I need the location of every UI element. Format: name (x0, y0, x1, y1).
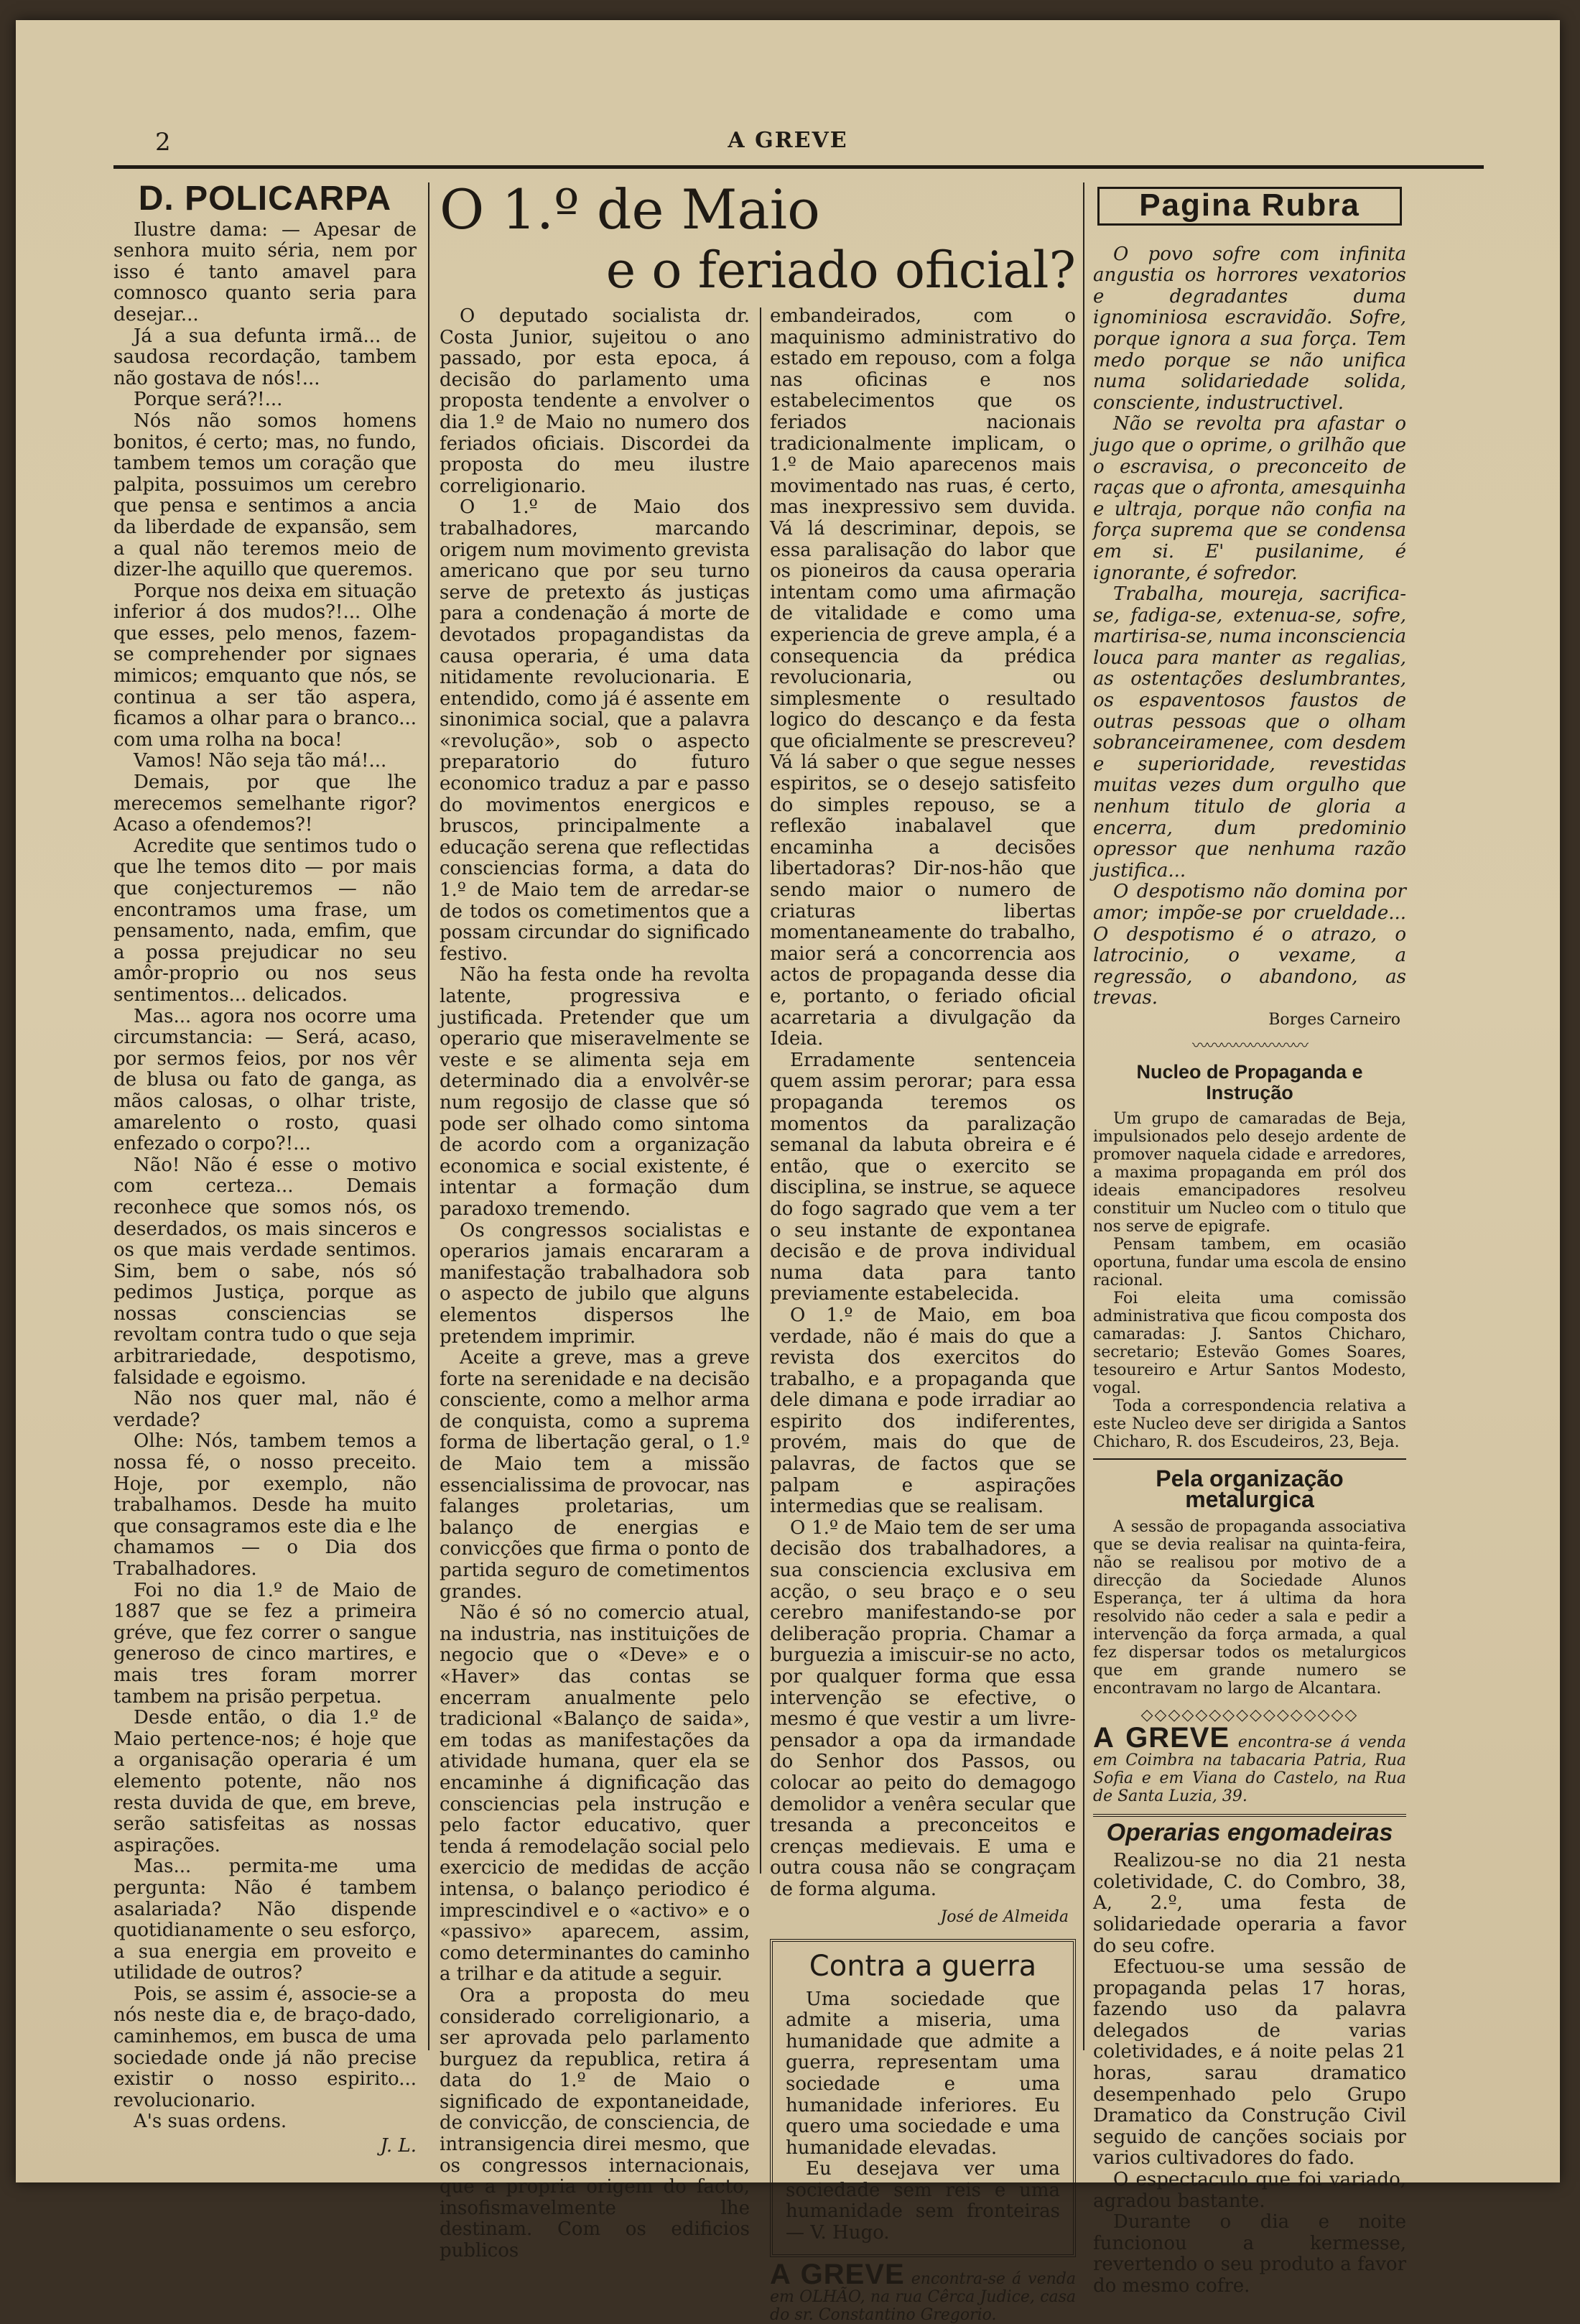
paragraph: Não! Não é esse o motivo com certeza... Demais reconhece que somos nós, os deserdados, os mais sinceros e os que mais verdade sentimos. Sim, bem o sabe, nós só pedimos Justiça, porque as nossas consciencias se revoltam contra tudo o que seja arbitrariedade, despotismo, falsidade e egoismo. (113, 1154, 417, 1389)
ad-coimbra (1093, 1721, 1406, 1805)
paragraph: Olhe: Nós, tambem temos a nossa fé, o nosso preceito. Hoje, por exemplo, não trabalhamos. Desde ha muito que consagramos este dia e lhe chamamos — o Dia dos Trabalhadores. (113, 1430, 417, 1580)
operarias-text (1093, 1851, 1406, 2297)
paragraph: Porque será?!... (134, 389, 283, 411)
paragraph: Os congressos socialistas e operarios jamais encararam a manifestação trabalhadora sob o aspecto de jubilo que alguns elementos dispersos lhe pretendem imprimir. (440, 1219, 750, 1348)
paragraph: Aceite a greve, mas a greve forte na serenidade e na decisão consciente, como a melhor arma de conquista, como a suprema forma de libertação geral, o 1.º de Maio tem a missão essencialissima de provocar, nas falanges proletarias, um balanço de energias e convicções que firma o ponto de partida seguro de cometimentos grandes. (440, 1347, 750, 1603)
paragraph: Uma sociedade que admite a miseria, uma humanidade que admite a guerra, representam uma sociedade e uma humanidade inferiores. Eu quero uma sociedade e uma humanidade elevadas. (786, 1988, 1060, 2159)
paragraph: Foi eleita uma comissão administrativa que ficou composta dos camaradas: J. Santos Chicharo, secretario; Estevão Gomes Soares, tesoureiro e Artur Santos Modesto, vogal. (1093, 1289, 1406, 1397)
maio-headline (440, 177, 1076, 325)
nucleo-title: Nucleo de Propaganda e Instrução (1136, 1060, 1363, 1104)
right-column (1093, 182, 1406, 2297)
headline-line-2: e o feriado oficial? (605, 241, 1076, 300)
headline-line-1: O 1.º de Maio (440, 177, 820, 241)
paragraph: Durante o dia e noite funcionou a kermesse, revertendo o seu produto a favor do mesmo cofre. (1093, 2211, 1406, 2297)
paragraph: Porque nos deixa em situação inferior á dos mudos?!... Olhe que esses, pelo menos, fazem-se comprehender por signaes mimicos; emquanto que nós, se continua a ser tão aspera, ficamos a olhar para o branco... com uma rolha na boca! (113, 580, 417, 751)
ad-text: encontra-se á venda em Coimbra na tabacaria Patria, Rua Sofia e em Viana do Castelo, na Rua de Santa Luzia, 39. (1093, 1733, 1406, 1805)
paragraph: Mas... permita-me uma pergunta: Não é tambem asalariada? Não dispende quotidianamente o seu esforço, a sua energia em proveito e utilidade de outros? (113, 1856, 417, 1984)
article-policarpa (113, 182, 417, 2157)
paragraph: Ilustre dama: — Apesar de senhora muito séria, nem por isso é tanto amavel para comnosco quanto seria para desejar... (113, 218, 417, 325)
divider (1093, 1814, 1406, 1817)
paragraph: Já a sua defunta irmã... de saudosa recordação, tambem não gostava de nós!... (113, 325, 417, 389)
paragraph: Desde então, o dia 1.º de Maio pertence-nos; é hoje que a organisação operaria é um elemento potente, não nos resta duvida de que, em breve, serão satisfeitas as nossas aspirações. (113, 1707, 417, 1856)
column-rule-3 (1083, 182, 1084, 2050)
paragraph: Vamos! Não seja tão má!... (134, 750, 387, 772)
metalurgica-text (1093, 1518, 1406, 1698)
paragraph: Pensam tambem, em ocasião oportuna, fundar uma escola de ensino racional. (1093, 1235, 1406, 1290)
paragraph: Efectuou-se uma sessão de propaganda pelas 17 horas, fazendo uso da palavra delegados de varias coletividades, e á noite pelas 21 horas, sarau dramatico desempenhado pelo Grupo Dramatico da Construção Civil seguido de canções sociais por varios cultivadores do fado. (1093, 1956, 1406, 2170)
signature: Borges Carneiro (1268, 1010, 1400, 1029)
paragraph: Trabalha, moureja, sacrifica-se, fadiga-se, extenua-se, sofre, martirisa-se, numa inconsciencia louca para manter as regalias, as ostentações deslumbrantes, os espaventosos faustos de outras pessoas que o olham sobranceiramenee, com desdem e superioridade, revestidas muitas vezes dum orgulho que nenhum titulo de gloria a encerra, dum predominio opressor que nenhuma razão justifica... (1093, 583, 1406, 881)
divider (1093, 1458, 1406, 1460)
ad-text: encontra-se á venda em OLHÃO, na rua Cêrca Judice, casa do sr. Constantino Gregorio. (770, 2269, 1076, 2324)
paragraph: O 1.º de Maio dos trabalhadores, marcando origem num movimento grevista americano que por seu turno serve de pretexto ás justiças para a condenação á morte de devotados propagandistas da causa operaria, é uma data nitidamente revolucionaria. E entendido, como já é assente em sinonimica social, que a palavra «revolução», sob o aspecto preparatorio do futuro economico traduz a par e passo do movimentos energicos e bruscos, principalmente a educação serena que reflectidas consciencias forma, a data do 1.º de Maio tem de arredar-se de todos os cometimentos que a possam circundar do significado festivo. (440, 496, 750, 965)
paragraph: Eu desejava ver uma sociedade sem reis e uma humanidade sem fronteiras— V. Hugo. (786, 2158, 1060, 2244)
paragraph: Realizou-se no dia 21 nesta coletividade, C. do Combro, 38, A, 2.º, uma festa de solidariedade operaria a favor do seu cofre. (1093, 1850, 1406, 1957)
ornament-divider: ◇◇◇◇◇◇◇◇◇◇◇◇◇◇◇◇ (1140, 1705, 1359, 1724)
paragraph: embandeirados, com o maquinismo administrativo do estado em repouso, com a folga nas oficinas e nos estabelecimentos que os feriados nacionais tradicionalmente implicam, o 1.º de Maio aparecenos mais movimentado nas ruas, é certo, mas inexpressivo sem duvida. Vá lá descriminar, depois, se essa paralisação do labor que os pioneiros da causa operaria intentam como uma afirmação de vitalidade e como uma experiencia de greve ampla, é a consequencia da prédica revolucionaria, ou simplesmente o resultado logico do descanço e da festa que oficialmente se prescreveu? Vá lá saber o que segue nesses espiritos, se o desejo satisfeito do simples repouso, se a reflexão inabalavel que encaminha a decisões libertadoras? Dir-nos-hão que sendo maior o numero de criaturas libertas momentaneamente do trabalho, maior será a concorrencia aos actos de propaganda desse dia e, portanto, o feriado oficial acarretaria a divulgação da Ideia. (770, 305, 1076, 1050)
paragraph: A sessão de propaganda associativa que se devia realisar na quinta-feira, não se realisou por motivo de a direcção da Sociedade Alunos Esperança, ter á ultima da hora resolvido não ceder a sala e pedir a intervenção da força armada, a qual fez dispersar todos os metalurgicos que em grande numero se encontravam no largo de Alcantara. (1093, 1517, 1406, 1698)
paragraph: O povo sofre com infinita angustia os horrores vexatorios e degradantes duma ignominiosa escravidão. Sofre, porque ignora a sua força. Tem medo porque se não unifica numa solidariedade solida, consciente, industructivel. (1093, 243, 1406, 414)
paragraph: Mas... agora nos ocorre uma circumstancia: — Será, acaso, por sermos feios, por nos vêr de blusa ou fato de ganga, as mãos calosas, o olhar triste, amarelento o rosto, quasi enfezado o corpo?!... (113, 1005, 417, 1155)
paragraph: Erradamente sentenceia quem assim perorar; para essa propaganda teremos os momentos da paralização semanal da labuta obreira e é então, que o exercito se disciplina, se instrue, se aquece do fogo sagrado que vem a ter o seu instante de expontanea decisão e de prova individual numa data para tanto previamente estabelecida. (770, 1049, 1076, 1305)
paragraph: Nós não somos homens bonitos, é certo; mas, no fundo, tambem temos um coração que palpita, possuimos um cerebro que pensa e sentimos a ancia da liberdade de expansão, sem a qual não teremos meio de dizer-lhe aquillo que queremos. (113, 409, 417, 581)
ad-newspaper-name: A GREVE (1093, 1721, 1230, 1754)
paragraph: Foi no dia 1.º de Maio de 1887 que se fez a primeira gréve, que fez correr o sangue generoso de cinco martires, e mais tres foram morrer tambem na prisão perpetua. (113, 1579, 417, 1708)
paragraph: Não se revolta pra afastar o jugo que o oprime, o grilhão que o escravisa, o preconceito de raças que o afronta, amesquinha e ultraja, porque não confia na força suprema que se condensa em si. E' pusilanime, é ignorante, é sofredor. (1093, 413, 1406, 584)
article-title: D. POLICARPA (138, 180, 392, 218)
ad-newspaper-name: A GREVE (770, 2258, 905, 2290)
paragraph: Demais, por que lhe merecemos semelhante rigor? Acaso a ofendemos?! (113, 772, 417, 836)
column-rule-1 (428, 182, 429, 2050)
article-maio-col-a (440, 306, 750, 2262)
pagina-rubra-text (1093, 244, 1406, 1009)
ornament-divider: 〰〰〰〰〰〰〰〰 (1191, 1037, 1307, 1055)
paragraph: Toda a correspondencia relativa a este Nucleo deve ser dirigida a Santos Chicharo, R. dos Escudeiros, 23, Beja. (1093, 1397, 1406, 1451)
paragraph: Acredite que sentimos tudo o que lhe temos dito — por mais que conjecturemos — não encontramos uma frase, um pensamento, nada, emfim, que a possa prejudicar no seu amôr-proprio ou nos seus sentimentos... delicados. (113, 835, 417, 1006)
paragraph: Ora a proposta do meu considerado correligionario, a ser aprovada pelo parlamento burguez da republica, retira á data do 1.º de Maio o significado de expontaneidade, de convicção, de consciencia, de intransigencia direi mesmo, que os congressos internacionais, que a propria origem do facto, insofismavelmente lhe destinam. Com os edificios publicos (440, 1984, 750, 2262)
paragraph: Pois, se assim é, associe-se a nós neste dia e, de braço-dado, caminhemos, em busca de uma sociedade onde já não precise existir o nosso espirito... revolucionario. (113, 1983, 417, 2111)
contra-guerra-box (770, 1939, 1076, 2257)
paragraph: O 1.º de Maio, em boa verdade, não é mais do que a revista dos exercitos do trabalho, e a propaganda que dele dimana e pode irradiar ao espirito dos indiferentes, provém, mais do que de palavras, de factos que se palpam e aspirações intermedias que se realisam. (770, 1304, 1076, 1518)
nucleo-text (1093, 1110, 1406, 1451)
paragraph: Um grupo de camaradas de Beja, impulsionados pelo desejo ardente de promover naquela cidade e arredores, a maxima propaganda em pról dos ideais emancipadores resolveu constituir um Nucleo com o titulo que nos serve de epigrafe. (1093, 1109, 1406, 1236)
masthead-title: A GREVE (728, 128, 848, 153)
signature: J. L. (380, 2135, 417, 2157)
paragraph: O 1.º de Maio tem de ser uma decisão dos trabalhadores, a sua consciencia exclusiva em acção, o seu braço e o seu cerebro manifestando-se por deliberação propria. Chamar a burguezia a imiscuir-se no acto, por qualquer forma que essa intervenção se efective, o mesmo é que vestir a um livre-pensador a opa da irmandade do Senhor dos Passos, ou colocar ao peito do demagogo demolidor a venêra secular que tresanda a preconceitos e crenças medievais. E uma e outra cousa não se congraçam de forma alguma. (770, 1517, 1076, 1900)
paragraph: Não nos quer mal, não é verdade? (113, 1388, 417, 1431)
paragraph: O espectaculo que foi variado, agradou bastante. (1093, 2169, 1406, 2212)
pagina-rubra-title: Pagina Rubra (1097, 187, 1402, 226)
page-number: 2 (155, 128, 171, 157)
signature: José de Almeida (940, 1907, 1069, 1926)
column-rule-2 (760, 307, 761, 1874)
paragraph: Não é só no comercio atual, na industria, nas instituições de negocio que o «Deve» e o «Haver» das contas se encerram anualmente pelo tradicional «Balanço de saida», em todas as manifestações da atividade humana, quer ela se encaminhe á dignificação das consciencias pela instrução e pelo factor educativo, quer tenda á remodelação social pelo exercicio de medidas de acção intensa, o balanço periodico é imprescindivel e o «activo» e o «passivo» aparecem, assim, como determinantes do caminho a trilhar e da atitude a seguir. (440, 1602, 750, 1986)
paragraph: A's suas ordens. (134, 2111, 287, 2133)
paragraph: O despotismo não domina por amor; impõe-se por crueldade... O despotismo é o atrazo, o latrocinio, o vexame, a regressão, o abandono, as trevas. (1093, 881, 1406, 1009)
article-maio-col-b (770, 306, 1076, 2324)
metalurgica-title: Pela organização metalurgica (1156, 1465, 1344, 1513)
box-title: Contra a guerra (809, 1949, 1037, 1983)
paragraph: Não ha festa onde ha revolta latente, progressiva e justificada. Pretender que um operario que miseravelmente se veste e se alimenta seja em determinado dia a envolvêr-se num regosijo de classe que só pode ser olhado como sintoma de acordo com a organização economica e social existente, é intentar a formação dum paradoxo tremendo. (440, 964, 750, 1220)
paragraph: O deputado socialista dr. Costa Junior, sujeitou o ano passado, por esta epoca, á decisão do parlamento uma proposta tendente a envolver o dia 1.º de Maio no numero dos feriados oficiais. Discordei da proposta do meu ilustre correligionario. (440, 305, 750, 497)
newspaper-page (16, 20, 1560, 2324)
ad-olhao (770, 2258, 1076, 2324)
header-rule (113, 165, 1484, 169)
operarias-title: Operarias engomadeiras (1106, 1818, 1393, 1846)
